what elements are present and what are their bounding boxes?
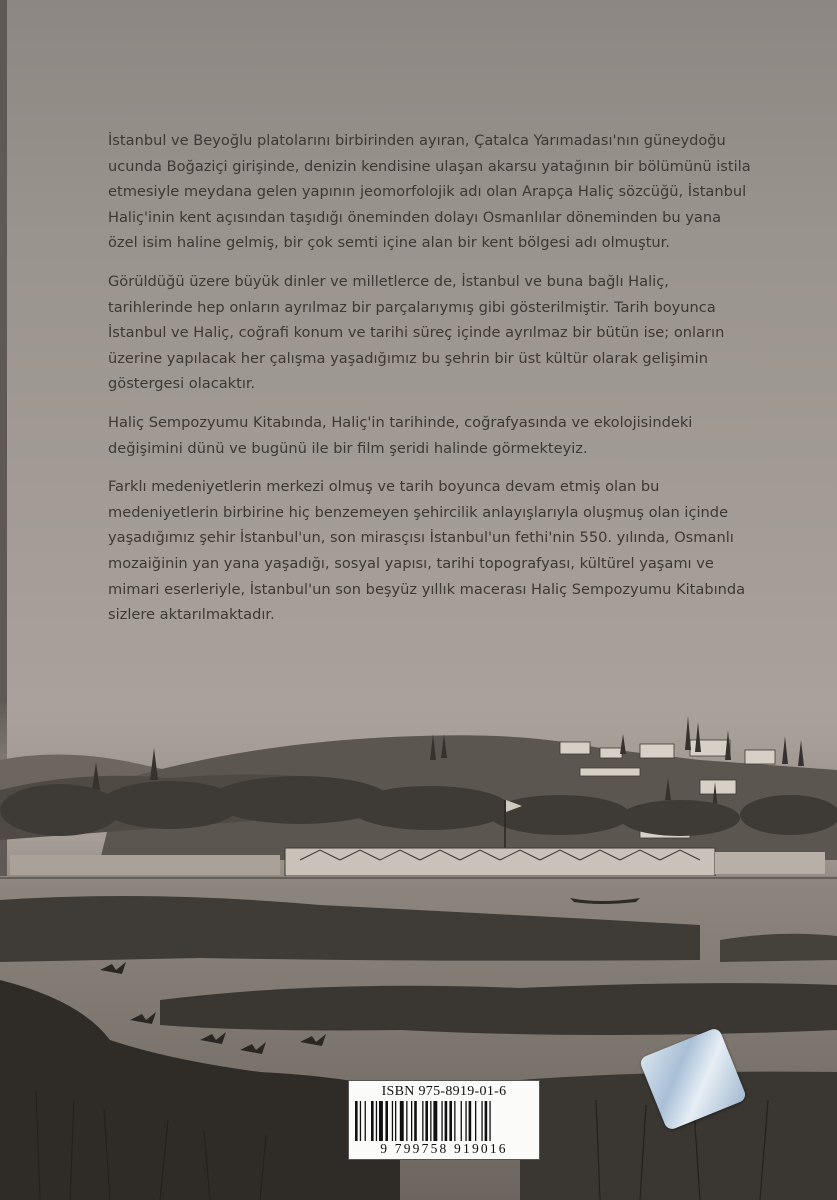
barcode-bar	[425, 1101, 428, 1141]
barcode-bar	[365, 1101, 366, 1141]
barcode-bars	[355, 1101, 533, 1141]
barcode-bar	[411, 1101, 412, 1141]
barcode-bar	[385, 1101, 388, 1141]
paragraph-2: Görüldüğü üzere büyük dinler ve milletlerce de, İstanbul ve buna bağlı Haliç, tarihlerinde hep onların ayrılmaz bir parçalarıymış gibi gösterilmiştir. Tarih boyunca İstanbul ve Haliç, coğrafi konum ve tarihi süreç içinde ayrılmaz bir bütün ise; onların üzerine yapılacak her çalışma yaşadığımız bu şehrin bir üst kültür olarak gelişimin göstergesi olacaktır.	[108, 272, 725, 393]
barcode-bar	[489, 1101, 490, 1141]
barcode-bar	[449, 1101, 452, 1141]
barcode-bar	[481, 1101, 482, 1141]
barcode-bar	[430, 1101, 431, 1141]
barcode-bar	[406, 1101, 407, 1141]
barcode-number: 9 799758 919016	[380, 1141, 508, 1156]
barcode-bar	[371, 1101, 374, 1141]
back-cover-text	[108, 128, 753, 641]
barcode-bar	[465, 1101, 466, 1141]
barcode-bar	[395, 1101, 396, 1141]
paragraph-1: İstanbul ve Beyoğlu platolarını birbirinden ayıran, Çatalca Yarımadası'nın güneydoğu ucunda Boğaziçi girişinde, denizin kendisine ulaşan akarsu yatağının bir bölümünü istila etmesiyle meydana gelen yapının jeomorfolojik adı olan Arapça Haliç sözcüğü, İstanbul Haliç'inin kent açısından taşıdığı öneminden dolayı Osmanlılar döneminden bu yana özel isim haline gelmiş, bir çok semti içine alan bir kent bölgesi adı olmuştur.	[108, 132, 751, 252]
paragraph-3: Haliç Sempozyumu Kitabında, Haliç'in tarihinde, coğrafyasında ve ekolojisindeki değişimini dünü ve bugünü ile bir film şeridi halinde görmekteyiz.	[108, 413, 693, 457]
barcode-bar	[485, 1101, 488, 1141]
barcode-bar	[454, 1101, 455, 1141]
barcode-bar	[475, 1101, 476, 1141]
barcode-bar	[469, 1101, 472, 1141]
barcode-bar	[392, 1101, 393, 1141]
barcode-bar	[376, 1101, 377, 1141]
barcode-bar	[414, 1101, 417, 1141]
barcode-bar	[441, 1101, 442, 1141]
barcode-bar	[400, 1101, 404, 1141]
barcode-bar	[379, 1101, 383, 1141]
barcode-bar	[433, 1101, 437, 1141]
barcode-bar	[422, 1101, 423, 1141]
barcode-bar	[355, 1101, 358, 1141]
paragraph-4: Farklı medeniyetlerin merkezi olmuş ve tarih boyunca devam etmiş olan bu medeniyetlerin birbirine hiç benzemeyen şehircilik anlayışlarıyla oluşmuş olan içinde yaşadığımız şehir İstanbul'un, son mirasçısı İstanbul'un fethi'nin 550. yılında, Osmanlı mozaiğinin yan yana yaşadığı, sosyal yapısı, tarihi topografyası, kültürel yaşamı ve mimari eserleriyle, İstanbul'un son beşyüz yıllık macerası Haliç Sempozyumu Kitabında sizlere aktarılmaktadır.	[108, 478, 746, 624]
barcode-bar	[461, 1101, 462, 1141]
isbn-label: ISBN 975-8919-01-6	[381, 1084, 507, 1099]
barcode-bar	[360, 1101, 361, 1141]
isbn-barcode	[348, 1080, 540, 1160]
barcode-bar	[445, 1101, 448, 1141]
